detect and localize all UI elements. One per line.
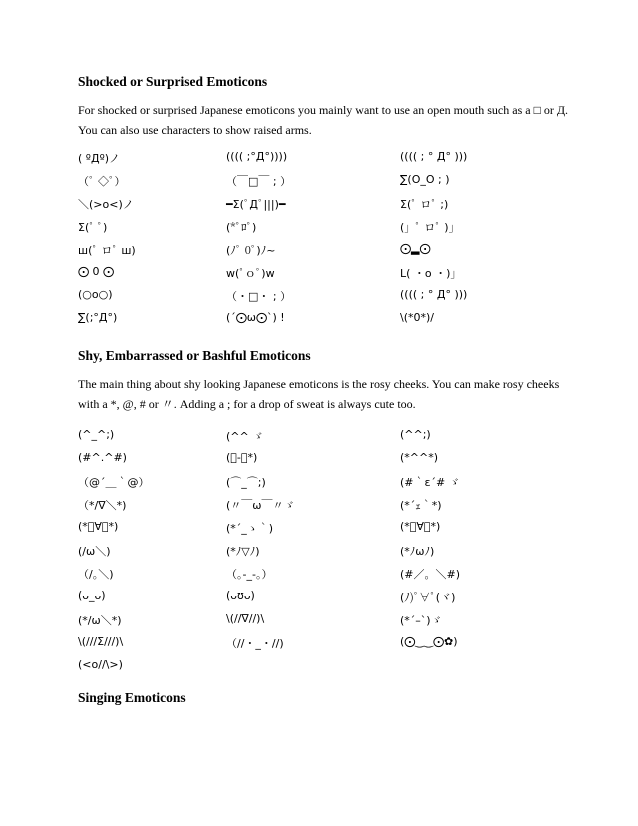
emoticon-row <box>78 428 578 451</box>
emoticon-row <box>78 219 578 242</box>
emoticon: (*´_ゝ｀) <box>226 522 274 535</box>
emoticon: (*´–`)ゞ <box>400 614 442 627</box>
emoticon-row <box>78 288 578 311</box>
emoticon: (*ﾉωﾉ) <box>400 545 435 558</box>
emoticon-row <box>78 265 578 288</box>
emoticon: ⨀ 0 ⨀ <box>78 265 114 278</box>
emoticon: (ᴗʊᴗ) <box>226 589 255 602</box>
emoticon-row <box>78 196 578 219</box>
emoticon: (⌒_⌒;) <box>226 476 266 489</box>
emoticon: (ﾉﾟ 0ﾟ)ﾉ~ <box>226 244 276 257</box>
emoticon: (ᴗ_ᴗ) <box>78 589 106 602</box>
emoticon: (#^.^#) <box>78 451 127 464</box>
emoticon: Σ(ﾟ ﾟ) <box>78 221 108 234</box>
emoticon-row <box>78 543 578 566</box>
emoticon: (*´ｪ｀*) <box>400 499 442 512</box>
emoticon-row <box>78 612 578 635</box>
emoticon: (((( ;°Д°)))) <box>226 150 288 163</box>
emoticon: (^^;) <box>400 428 431 441</box>
emoticon: \(///Σ///)\ <box>78 635 124 648</box>
emoticon-row <box>78 566 578 589</box>
emoticon: (^^ ゞ <box>226 430 264 443</box>
emoticon: (((( ; ° Д° ))) <box>400 288 468 301</box>
emoticon: (/ω＼) <box>78 545 111 558</box>
emoticon: （￣□￣ ; ） <box>226 175 292 188</box>
emoticon: (*ﾟ∀ﾟ*) <box>400 520 441 533</box>
emoticon: （//・_・//) <box>226 637 284 650</box>
emoticon: (<o//\>) <box>78 658 123 671</box>
shy-heading: Shy, Embarrassed or Bashful Emoticons <box>78 348 311 363</box>
emoticon: (#｀ε´# ゞ <box>400 476 460 489</box>
shocked-heading: Shocked or Surprised Emoticons <box>78 74 268 89</box>
shy-intro: The main thing about shy looking Japanese emoticons is the rosy cheeks. You can make rosy cheeks with a *, @, # or 〃. Adding a ; for a drop of sweat is always cute too. <box>78 377 560 411</box>
emoticon-row <box>78 173 578 196</box>
emoticon-row <box>78 658 578 681</box>
emoticon: (○o○) <box>78 288 113 301</box>
emoticon: （ﾟ ◇ﾟ） <box>78 175 126 188</box>
emoticon: (」ﾟ ロﾟ )」 <box>400 221 460 234</box>
emoticon: (〃￣ω￣〃ゞ <box>226 499 295 512</box>
emoticon: (*ﾟﾛﾟ) <box>226 221 257 234</box>
emoticon: (((( ; ° Д° ))) <box>400 150 468 163</box>
emoticon: （*/∇＼*) <box>78 499 127 512</box>
shocked-emoticon-grid <box>78 150 578 334</box>
emoticon: \(//∇//)\ <box>226 612 265 625</box>
shy-emoticon-grid <box>78 428 578 681</box>
emoticon: \(*0*)/ <box>400 311 434 324</box>
emoticon: （/｡＼) <box>78 568 114 581</box>
emoticon: ∑(;°Д°) <box>78 311 118 324</box>
emoticon: (*^^*) <box>400 451 439 464</box>
emoticon: Σ(ﾟ ロﾟ ;) <box>400 198 449 211</box>
emoticon: （@´＿｀@） <box>78 476 150 489</box>
emoticon: （・□・ ; ） <box>226 290 292 303</box>
emoticon: (*/ω＼*) <box>78 614 122 627</box>
emoticon-row <box>78 242 578 265</box>
emoticon: （｡-_-｡） <box>226 568 273 581</box>
emoticon-row <box>78 589 578 612</box>
emoticon: (⨀‿‿⨀✿) <box>400 635 458 648</box>
emoticon: (^_^;) <box>78 428 115 441</box>
emoticon: (*ﾟ∀ﾟ*) <box>78 520 119 533</box>
emoticon: ⨀▂⨀ <box>400 242 431 255</box>
singing-heading: Singing Emoticons <box>78 690 186 705</box>
emoticon: w(ﾟｏﾟ)w <box>226 267 275 280</box>
emoticon-row <box>78 474 578 497</box>
emoticon: ＼(>o<)ノ <box>78 198 134 211</box>
emoticon-row <box>78 150 578 173</box>
emoticon: (*ﾉ▽ﾉ) <box>226 545 260 558</box>
emoticon-row <box>78 635 578 658</box>
emoticon-row <box>78 497 578 520</box>
emoticon: ━Σ(ﾟДﾟ|||)━ <box>226 198 286 211</box>
shocked-intro: For shocked or surprised Japanese emoticons you mainly want to use an open mouth such as a □ or Д. You can also use characters to show raised arms. <box>78 103 569 137</box>
emoticon: L( ・o ・)」 <box>400 267 462 280</box>
emoticon-row <box>78 451 578 474</box>
emoticon: ( ºДº)ノ <box>78 152 121 165</box>
emoticon: ∑(O_O ; ) <box>400 173 450 186</box>
emoticon: (ﾟ-ﾟ*) <box>226 451 258 464</box>
emoticon: (ﾉ)ﾟ∀ﾟ(ヾ) <box>400 591 456 604</box>
emoticon: (#／。＼#) <box>400 568 461 581</box>
emoticon: (´⨀ω⨀`) ! <box>226 311 285 324</box>
emoticon-row <box>78 311 578 334</box>
emoticon: ш(ﾟ ロﾟ ш) <box>78 244 136 257</box>
emoticon-row <box>78 520 578 543</box>
